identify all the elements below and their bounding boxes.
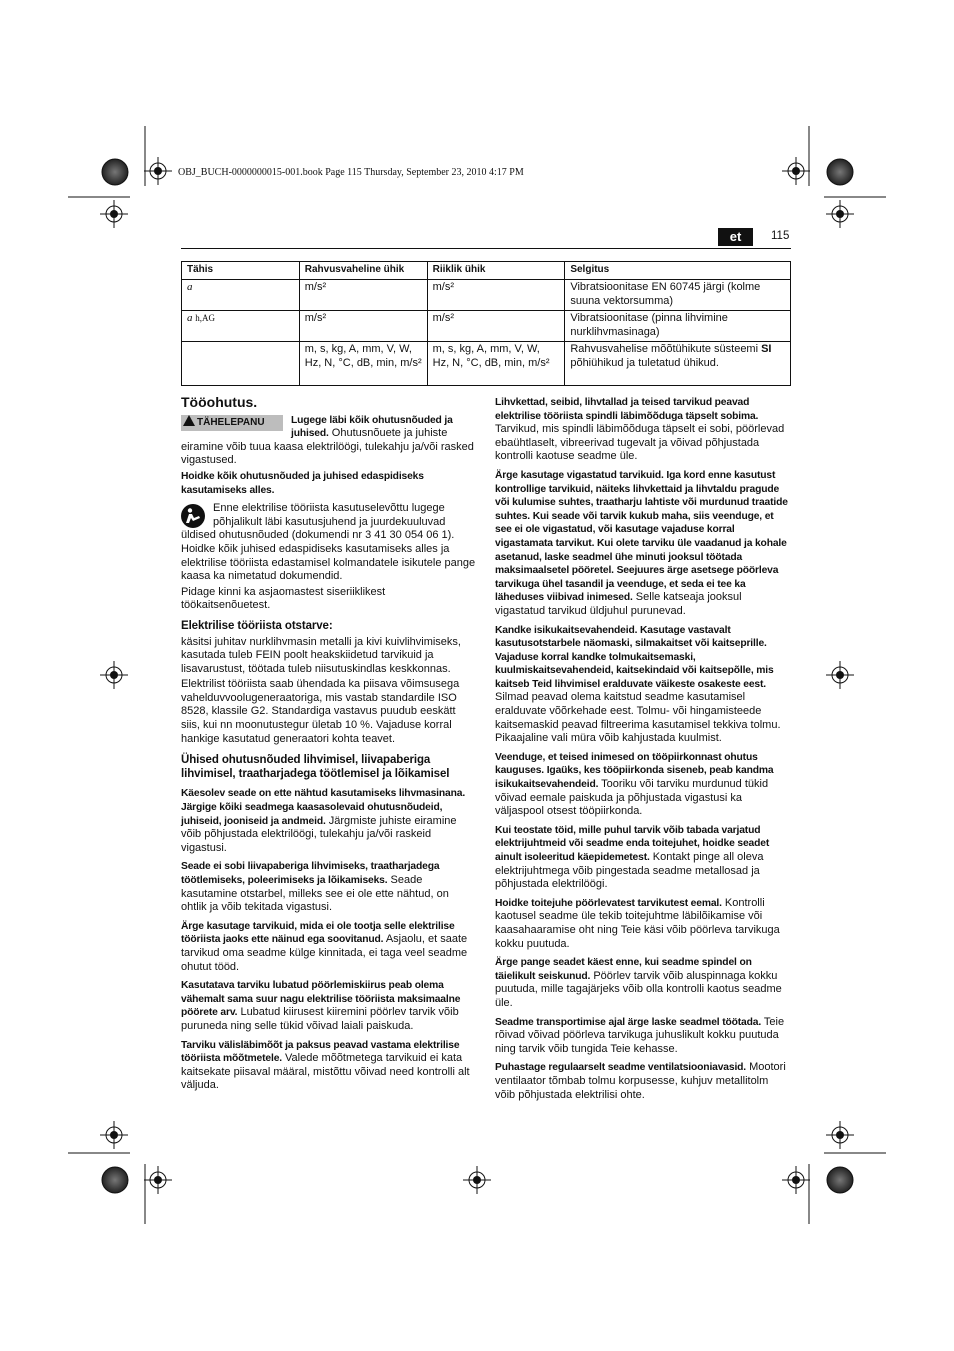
paragraph: Puhastage regulaarselt seadme ventilatsiooniavasid. Mootori ventilaator tõmbab tolmu korpusesse, kuhjuv metallitolm võib põhjustada elektrilisi ohte. bbox=[495, 1061, 786, 1101]
paragraph: Kui teostate töid, mille puhul tarvik võib tabada varjatud elektrijuhtmeid või seadme enda toitejuhet, hoidke seadet ainult isoleeritud käepidemetest. Kontakt pinge all oleva elektrijuhtmega võib pingestada seadme metallosad ja põhjustada elektrilöögi. bbox=[495, 824, 770, 891]
manual-text: Enne elektrilise tööriista kasutuselevõttu lugege põhjalikult läbi kasutusjuhend ja juurdekuuluvad üldised ohutusnõuded (dokumendi nr 3 41 30 054 06 1). Hoidke kõik juhised edaspidiseks kasutamiseks alles ja elektrilise tööriista edastamisel kolmandatele isikutele pange kaasa ka nimetatud dokumendid. bbox=[181, 502, 476, 583]
page-number: 115 bbox=[771, 230, 790, 242]
manual-block bbox=[181, 502, 476, 584]
table-cell-national: m/s² bbox=[427, 311, 565, 342]
warning-badge: TÄHELEPANU bbox=[181, 415, 283, 431]
section-title: Tööohutus. bbox=[181, 394, 258, 410]
header-rule bbox=[181, 248, 791, 249]
read-manual-icon bbox=[181, 504, 205, 528]
purpose-text: käsitsi juhitav nurklihvmasin metalli ja kivi kuivlihvimiseks, kasutada tuleb FEIN poolt heakskiidetud tarvikuid ja lisavarustust, töötada tuleb niisutuskindlas keskkonnas. bbox=[181, 635, 461, 675]
language-tab: et bbox=[718, 228, 753, 246]
common-safety-heading: Ühised ohutusnõuded lihvimisel, liivapaberiga lihvimisel, traatharjadega töötlemisel ja lõikamisel bbox=[181, 754, 450, 780]
warning-block bbox=[181, 414, 476, 468]
paragraph: Hoidke toitejuhe pöörlevatest tarvikutest eemal. Kontrolli kaotusel seadme üle tekib toitejuhtme läbilõikamise või kaasahaaramise oht ning Teie käsi võib pöörleva tarvikuga kokku puutuda. bbox=[495, 896, 780, 950]
paragraph: Seadme transportimise ajal ärge laske seadmel töötada. Teie rõivad võivad pöörleva tarvikuga juhuslikult kokku puutuda ning tarvik võib tungida Teie kehasse. bbox=[495, 1015, 785, 1055]
table-cell-symbol: a h,AG bbox=[182, 311, 300, 342]
paragraph: Käesolev seade on ette nähtud kasutamiseks lihvmasinana. Järgige kõiki seadmega kaasasolevaid ohutusnõudeid, juhiseid, jooniseid ja andmeid. Järgmiste juhiste eiramine võib põhjustada elektrilöögi, tulekahju ja/või raskeid vigastusi. bbox=[181, 788, 466, 854]
table-header-row bbox=[182, 262, 791, 280]
paragraph: Tarviku välisläbimõõt ja paksus peavad vastama elektrilise tööriista mõõtmetele. Valede mõõtmetega tarvikuid ei kata kaitsekate piisaval määral, mistõttu võivad need kontrolli alt väljuda. bbox=[181, 1039, 470, 1092]
units-table bbox=[181, 261, 791, 386]
warning-triangle-icon bbox=[183, 415, 195, 426]
purpose-heading: Elektrilise tööriista otstarve: bbox=[181, 619, 333, 632]
table-cell-symbol bbox=[182, 342, 300, 386]
paragraph: Lihvkettad, seibid, lihvtallad ja teised tarvikud peavad elektrilise tööriista spindli läbimõõduga täpselt sobima. Tarvikud, mis spindli läbimõõduga täpselt ei sobi, pöörlevad ebaühtlaselt, vibreerivad tugevalt ja võivad põhjustada kontrolli kaotuse seadme üle. bbox=[495, 397, 785, 463]
paragraph: Veenduge, et teised inimesed on tööpiirkonnast ohutus kauguses. Igaüks, kes tööpiirkonda siseneb, peab kandma isikukaitsevahendeid. Tooriku või tarviku murdunud tükid võivad eemale paiskuda ja põhjustada vigastusi ka väljaspool otsest tööpiirkonda. bbox=[495, 751, 774, 818]
warning-text: Ohutusnõuete ja juhiste eiramine võib tuua kaasa elektrilöögi, tulekahju ja/või rasked vigastused. bbox=[181, 427, 474, 467]
table-cell-national: m, s, kg, A, mm, V, W, Hz, N, °C, dB, min, m/s² bbox=[427, 342, 565, 386]
table-cell-intl: m/s² bbox=[299, 311, 427, 342]
warning-bold: Lugege läbi kõik ohutusnõuded ja juhised. bbox=[291, 414, 453, 440]
regulations-text: Pidage kinni ka asjaomastest siseriiklikest töökaitsenõuetest. bbox=[181, 585, 386, 612]
table-cell-intl: m/s² bbox=[299, 280, 427, 311]
table-row bbox=[182, 342, 791, 386]
table-cell-explanation: Rahvusvahelise mõõtühikute süsteemi SI põhiühikud ja tuletatud ühikud. bbox=[565, 342, 791, 386]
keep-instructions: Hoidke kõik ohutusnõuded ja juhised edaspidiseks kasutamiseks alles. bbox=[181, 470, 424, 496]
table-cell-symbol: a bbox=[182, 280, 300, 311]
paragraph: Kandke isikukaitsevahendeid. Kasutage vastavalt kasutusotstarbele näomaski, silmakaitset või kaitseprille. Vajaduse korral kandke tolmukaitsemaski, kuulmiskaitsevahendeid, kaitsekindaid või kaitsepõlle, mis kaitseb Teid lihvimisel eralduvate väikeste osakeste eest. Silmad peavad olema kaitstud seadme kasutamisel eralduvate võõrkehade eest. Tolmu- või hingamisteede kaitsemaskid peavad filtreerima kasutamisel tekkiva tolmu. Pikaajaline vali müra võib kahjustada kuulmist. bbox=[495, 624, 781, 745]
table-header-cell: Rahvusvaheline ühik bbox=[299, 262, 427, 280]
paragraph: Ärge kasutage vigastatud tarvikuid. Iga kord enne kasutust kontrollige tarvikuid, näiteks lihvkettaid ja lihvtaldu pragude või kulumise suhtes, traatharju lahtiste või murdunud traatide suhtes. Kui seade või tarvik kukub maha, siis veenduge, et see ei ole vigastatud, või kasutage vajaduse korral vigastamata tarvikut. Kui olete tarviku üle vaadanud ja kohale asetanud, laske seadmel ühe minuti jooksul töötada maksimaalsetel pööretel. Seejuures ärge asetsege pöörleva tarvikuga ühel tasandil ja veenduge, et seda ei tee ka läheduses viibivad inimesed. Selle katseaja jooksul vigastatud tarvikud üldjuhul purunevad. bbox=[495, 469, 788, 617]
table-header-cell: Selgitus bbox=[565, 262, 791, 280]
table-cell-national: m/s² bbox=[427, 280, 565, 311]
paragraph: Seade ei sobi liivapaberiga lihvimiseks, traatharjadega töötlemiseks, poleerimiseks ja lõikamiseks. Seade kasutamine otstarbel, milleks see ei ole ette nähtud, on ohtlik ja võib tekitada vigastusi. bbox=[181, 861, 449, 914]
paragraph: Kasutatava tarviku lubatud pöörlemiskiirus peab olema vähemalt sama suur nagu elektrilise tööriista maksimaalne pöörete arv. Lubatud kiirusest kiiremini pöörlev tarvik võib puruneda ning selle tükid võivad laiali paiskuda. bbox=[181, 980, 461, 1032]
right-column bbox=[495, 396, 791, 1107]
paragraph: Ärge kasutage tarvikuid, mida ei ole tootja selle elektrilise tööriista jaoks ette näinud ega soovitanud. Asjaolu, et saate tarvikud oma seadme külge kinnitada, ei taga veel seadme ohutut tööd. bbox=[181, 920, 468, 973]
table-row bbox=[182, 280, 791, 311]
print-slug-line: OBJ_BUCH-0000000015-001.book Page 115 Thursday, September 23, 2010 4:17 PM bbox=[178, 167, 524, 178]
table-cell-explanation: Vibratsioonitase (pinna lihvimine nurklihvmasinaga) bbox=[565, 311, 791, 342]
table-cell-intl: m, s, kg, A, mm, V, W, Hz, N, °C, dB, min, m/s² bbox=[299, 342, 427, 386]
table-header-cell: Riiklik ühik bbox=[427, 262, 565, 280]
left-column bbox=[181, 396, 476, 1098]
table-header-cell: Tähis bbox=[182, 262, 300, 280]
paragraph: Ärge pange seadet käest enne, kui seadme spindel on täielikult seiskunud. Pöörlev tarvik võib aluspinnaga kokku puutuda, mille tagajärjeks võib olla kontrolli kaotus seadme üle. bbox=[495, 957, 782, 1009]
table-cell-explanation: Vibratsioonitase EN 60745 järgi (kolme suuna vektorsumma) bbox=[565, 280, 791, 311]
generator-text: Elektrilist tööriista saab ühendada ka piisava võimsusega vahelduvvoolugeneraatoriga, mis vastab standardile ISO 8528, klassile G2. Standardiga vastavus puudub eeskätt siis, kui nn moonutustegur ületab 10 %. Vajaduse korral hankige kasutatud generaatori kohta teavet. bbox=[181, 678, 460, 745]
table-row bbox=[182, 311, 791, 342]
